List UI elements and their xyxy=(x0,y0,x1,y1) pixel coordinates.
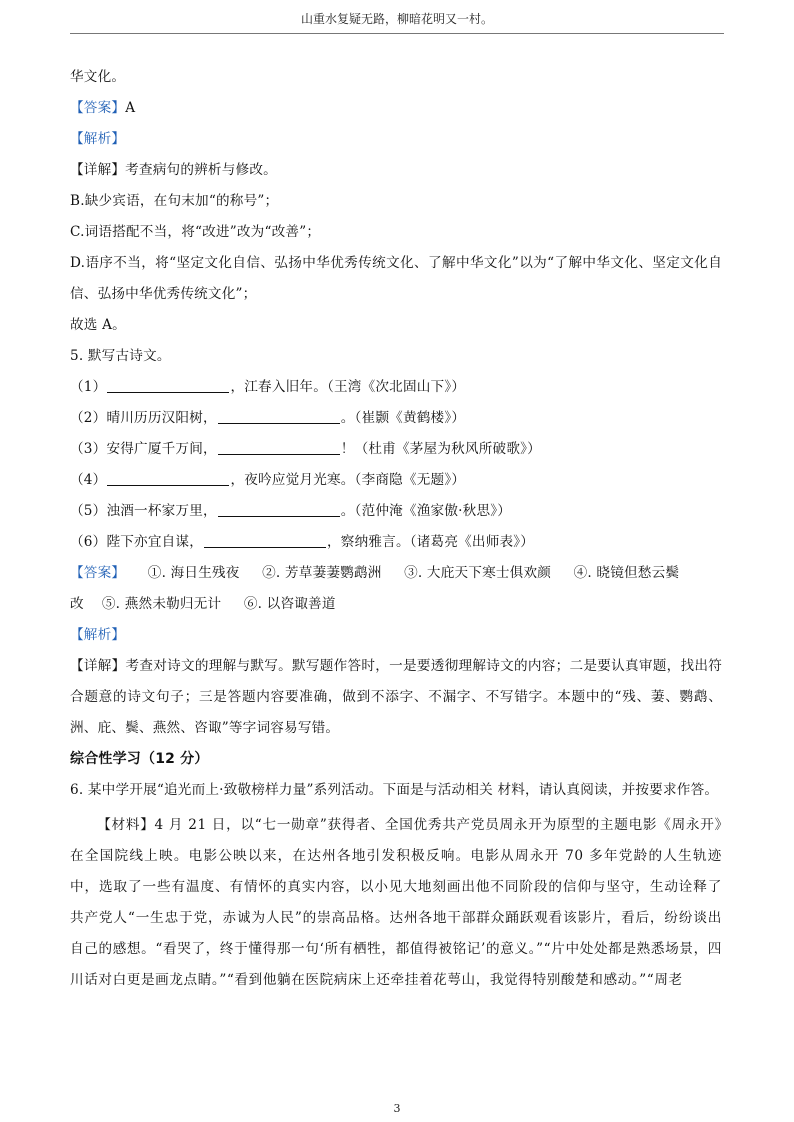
item-number: （2） xyxy=(70,410,107,426)
item-number: （4） xyxy=(70,472,107,488)
q5-item xyxy=(70,403,722,434)
q5-item xyxy=(70,496,722,527)
page-number: 3 xyxy=(393,1102,401,1115)
q5-item xyxy=(70,527,722,558)
item-prefix: 陛下亦宜自谋， xyxy=(106,534,203,550)
q5-item xyxy=(70,372,722,403)
answer-item: ⑤. 燕然未勒归无计 xyxy=(101,596,222,612)
item-suffix: 。（范仲淹《渔家傲·秋思》） xyxy=(340,503,512,519)
answer-item: ③. 大庇天下寒士俱欢颜 xyxy=(404,565,552,581)
answer-item: ④. 晓镜但愁云鬓 xyxy=(573,565,680,581)
q4-answer-line xyxy=(70,93,722,124)
analysis-tag: 【解析】 xyxy=(70,131,126,147)
item-number: （1） xyxy=(70,379,107,395)
fill-blank[interactable] xyxy=(107,377,229,393)
item-suffix: ！（杜甫《茅屋为秋风所破歌》） xyxy=(340,441,541,457)
q4-detail: 【详解】考查病句的辨析与修改。 xyxy=(70,162,277,178)
answer-wrap-char: 改 xyxy=(70,596,84,612)
fill-blank[interactable] xyxy=(218,439,340,455)
section-title: 综合性学习（12 分） xyxy=(70,751,209,767)
continuation-text: 华文化。 xyxy=(70,69,126,85)
item-number: （6） xyxy=(70,534,107,550)
answer-item: ②. 芳草萋萋鹦鹉洲 xyxy=(262,565,382,581)
answer-tag: 【答案】 xyxy=(70,565,126,581)
page-header-motto: 山重水复疑无路，柳暗花明又一村。 xyxy=(300,12,493,26)
item-suffix: ，夜吟应觉月光寒。（李商隐《无题》） xyxy=(230,472,466,488)
item-suffix: ，察纳雅言。（诸葛亮《出师表》） xyxy=(327,534,535,550)
header-divider xyxy=(70,33,724,34)
item-number: （3） xyxy=(70,441,107,457)
q4-choose: 故选 A。 xyxy=(70,317,126,333)
analysis-tag: 【解析】 xyxy=(70,627,126,643)
item-prefix: 晴川历历汉阳树， xyxy=(106,410,217,426)
q5-item xyxy=(70,465,722,496)
fill-blank[interactable] xyxy=(204,532,326,548)
item-prefix: 安得广厦千万间， xyxy=(106,441,217,457)
q4-option-d: D.语序不当，将“坚定文化自信、弘扬中华优秀传统文化、了解中华文化”以为“了解中华文化、坚定文化自信、弘扬中华优秀传统文化”； xyxy=(70,255,722,302)
answer-item: ①. 海日生残夜 xyxy=(147,565,240,581)
q5-item xyxy=(70,434,722,465)
answer-tag: 【答案】 xyxy=(70,100,126,116)
answer-value: A xyxy=(125,100,136,116)
q5-stem: 5. 默写古诗文。 xyxy=(70,348,171,364)
q6-material: 【材料】4 月 21 日，以“七一勋章”获得者、全国优秀共产党员周永开为原型的主题电影《周永开》在全国院线上映。电影公映以来，在达州各地引发积极反响。电影从周永开 70 多年党龄的人生轨迹中，选取了一些有温度、有情怀的真实内容，以小见大地刻画出他不同阶段的信仰与坚守，生动诠释了共产党人“一生忠于党，赤诚为人民”的崇高品格。达州各地干部群众踊跃观看该影片，看后，纷纷谈出自己的感想。“看哭了，终于懂得那一句‘所有栖牲，都值得被铭记’的意义。”“片中处处都是熟悉场景，四川话对白更是画龙点睛。”“看到他躺在医院病床上还牵挂着花萼山，我觉得特别酸楚和感动。”“周老 xyxy=(70,817,722,988)
item-number: （5） xyxy=(70,503,107,519)
page-body xyxy=(70,62,722,996)
q4-option-b: B.缺少宾语，在句末加“的称号”； xyxy=(70,193,279,209)
answer-item: ⑥. 以咨诹善道 xyxy=(243,596,336,612)
item-suffix: 。（崔颢《黄鹤楼》） xyxy=(340,410,466,426)
item-suffix: ，江春入旧年。（王湾《次北固山下》） xyxy=(230,379,466,395)
fill-blank[interactable] xyxy=(218,408,340,424)
fill-blank[interactable] xyxy=(218,501,340,517)
q6-stem: 6. 某中学开展“追光而上·致敬榜样力量”系列活动。下面是与活动相关 材料，请认真阅读，并按要求作答。 xyxy=(70,782,719,798)
q4-option-c: C.词语搭配不当，将“改进”改为“改善”； xyxy=(70,224,321,240)
q5-detail: 【详解】考查对诗文的理解与默写。默写题作答时，一是要透彻理解诗文的内容；二是要认真审题，找出符合题意的诗文句子；三是答题内容要准确，做到不添字、不漏字、不写错字。本题中的“残、萋、鹦鹉、洲、庇、鬓、燕然、咨诹”等字词容易写错。 xyxy=(70,658,722,736)
q5-answers-line xyxy=(70,558,722,589)
fill-blank[interactable] xyxy=(107,470,229,486)
item-prefix: 浊酒一杯家万里， xyxy=(106,503,217,519)
q5-answers-line-2 xyxy=(70,589,722,620)
